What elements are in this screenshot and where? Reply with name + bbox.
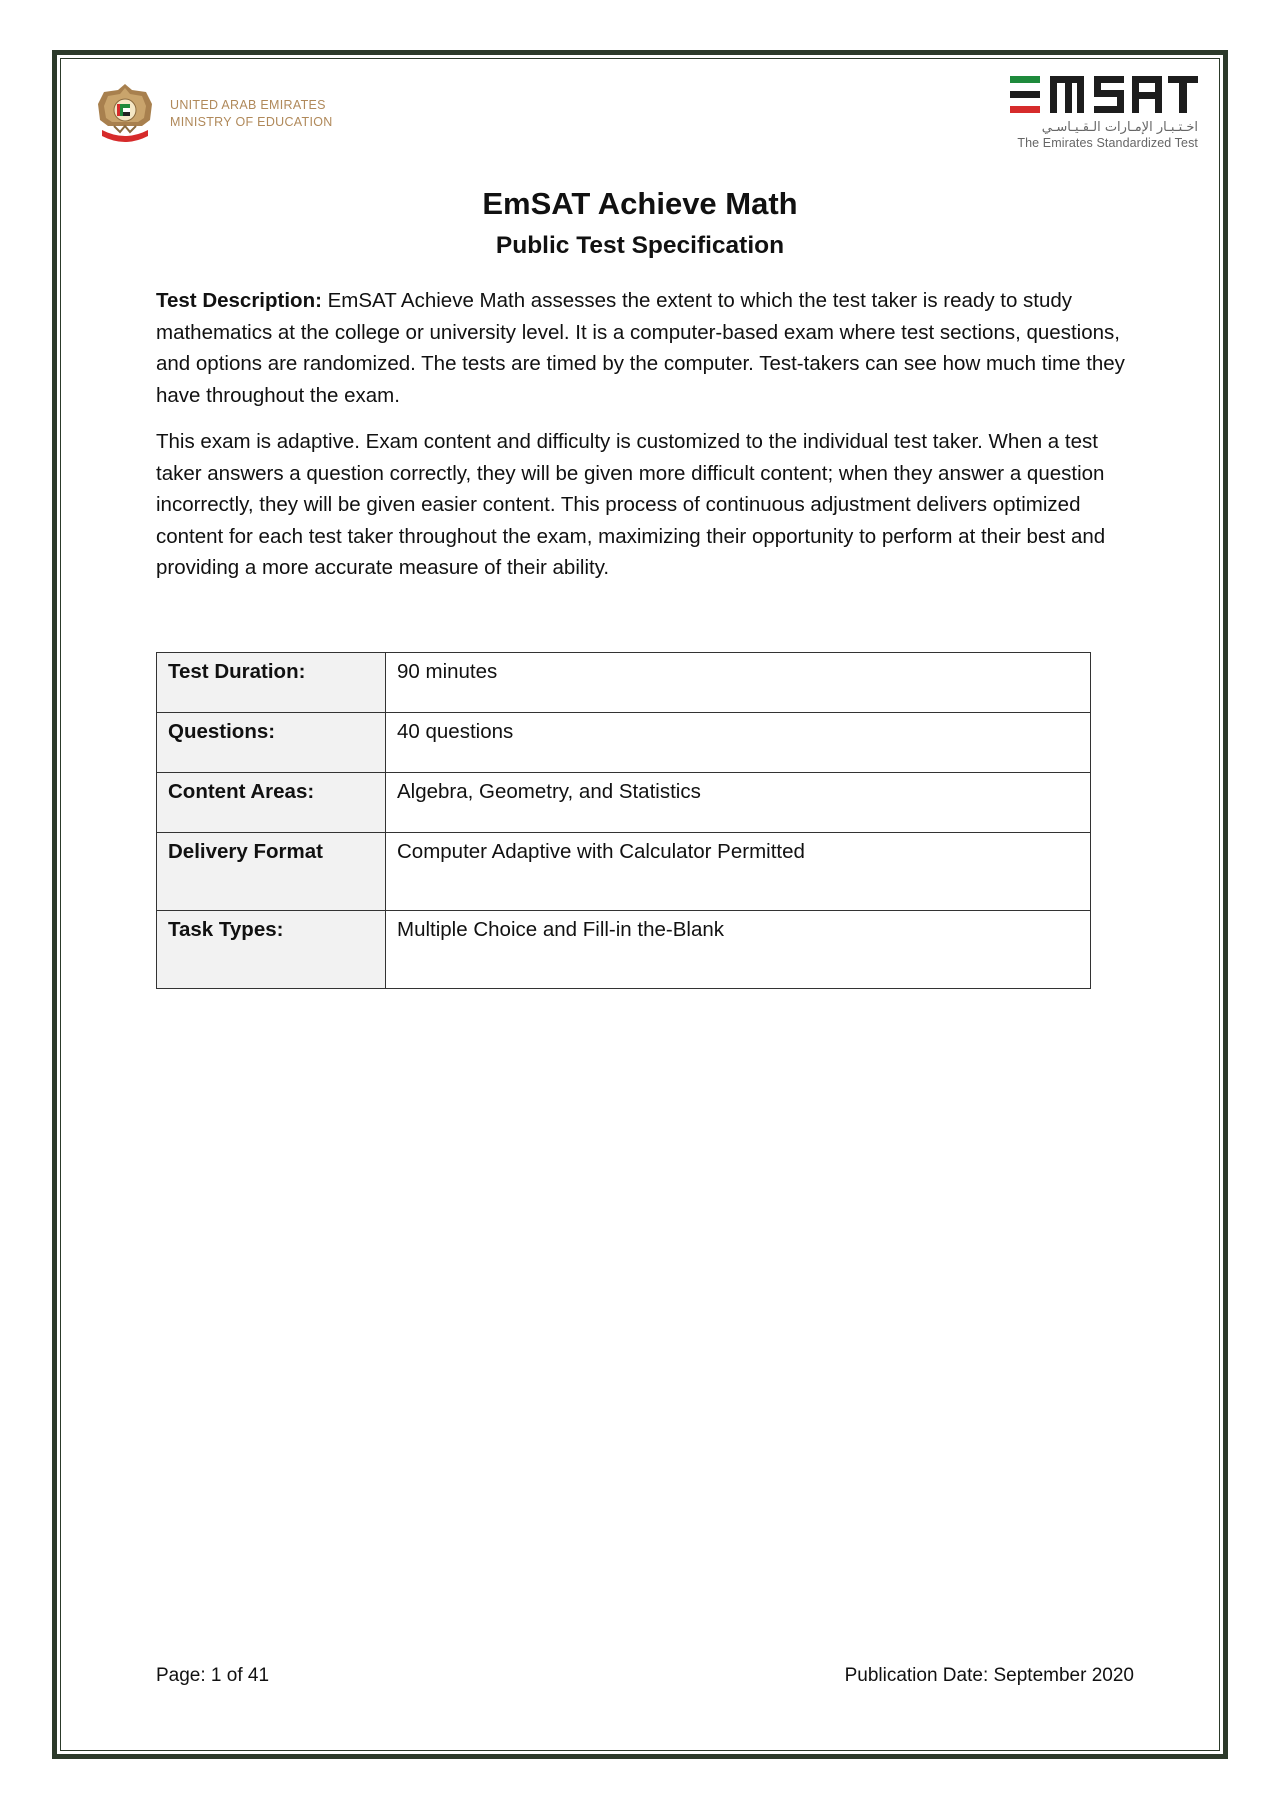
page-title: EmSAT Achieve Math — [482, 186, 798, 221]
table-row — [157, 713, 1091, 773]
page-number: Page: 1 of 41 — [156, 1665, 270, 1686]
test-description-label: Test Description: — [156, 289, 322, 312]
ministry-header — [94, 80, 333, 148]
publication-date: Publication Date: September 2020 — [844, 1665, 1134, 1686]
spec-value: Multiple Choice and Fill-in the-Blank — [386, 911, 1091, 989]
emsat-tagline: The Emirates Standardized Test — [1017, 136, 1198, 150]
spec-value: 40 questions — [386, 713, 1091, 773]
table-row — [157, 773, 1091, 833]
table-row — [157, 653, 1091, 713]
spec-value: 90 minutes — [386, 653, 1091, 713]
test-description-paragraph — [156, 285, 1134, 411]
emsat-wordmark-icon — [1010, 74, 1198, 116]
ministry-line-1: UNITED ARAB EMIRATES — [170, 98, 326, 112]
uae-emblem-icon — [94, 80, 156, 148]
spec-table — [156, 652, 1091, 989]
table-row — [157, 911, 1091, 989]
ministry-line-2: MINISTRY OF EDUCATION — [170, 115, 333, 129]
spec-value: Algebra, Geometry, and Statistics — [386, 773, 1091, 833]
page-subtitle: Public Test Specification — [495, 232, 785, 259]
spec-value: Computer Adaptive with Calculator Permitted — [386, 833, 1091, 911]
table-row — [157, 833, 1091, 911]
adaptive-paragraph — [156, 426, 1134, 584]
spec-label: Content Areas: — [157, 773, 386, 833]
emsat-logo — [998, 74, 1198, 150]
spec-label: Questions: — [157, 713, 386, 773]
spec-label: Task Types: — [157, 911, 386, 989]
adaptive-text: This exam is adaptive. Exam content and difficulty is customized to the individual test taker. When a test taker answers a question correctly, they will be given more difficult content; when they answer a question incorrectly, they will be given easier content. This process of continuous adjustment delivers optimized content for each test taker throughout the exam, maximizing their opportunity to perform at their best and providing a more accurate measure of their ability. — [156, 430, 1106, 579]
emsat-arabic-name: اخـتـبـار الإمـارات الـقـيـاسـي — [1041, 120, 1198, 135]
spec-label: Delivery Format — [157, 833, 386, 911]
test-description-text: EmSAT Achieve Math assesses the extent to which the test taker is ready to study mathematics at the college or university level. It is a computer-based exam where test sections, questions, and options are randomized. The tests are timed by the computer. Test-takers can see how much time they have throughout the exam. — [156, 289, 1125, 407]
spec-label: Test Duration: — [157, 653, 386, 713]
